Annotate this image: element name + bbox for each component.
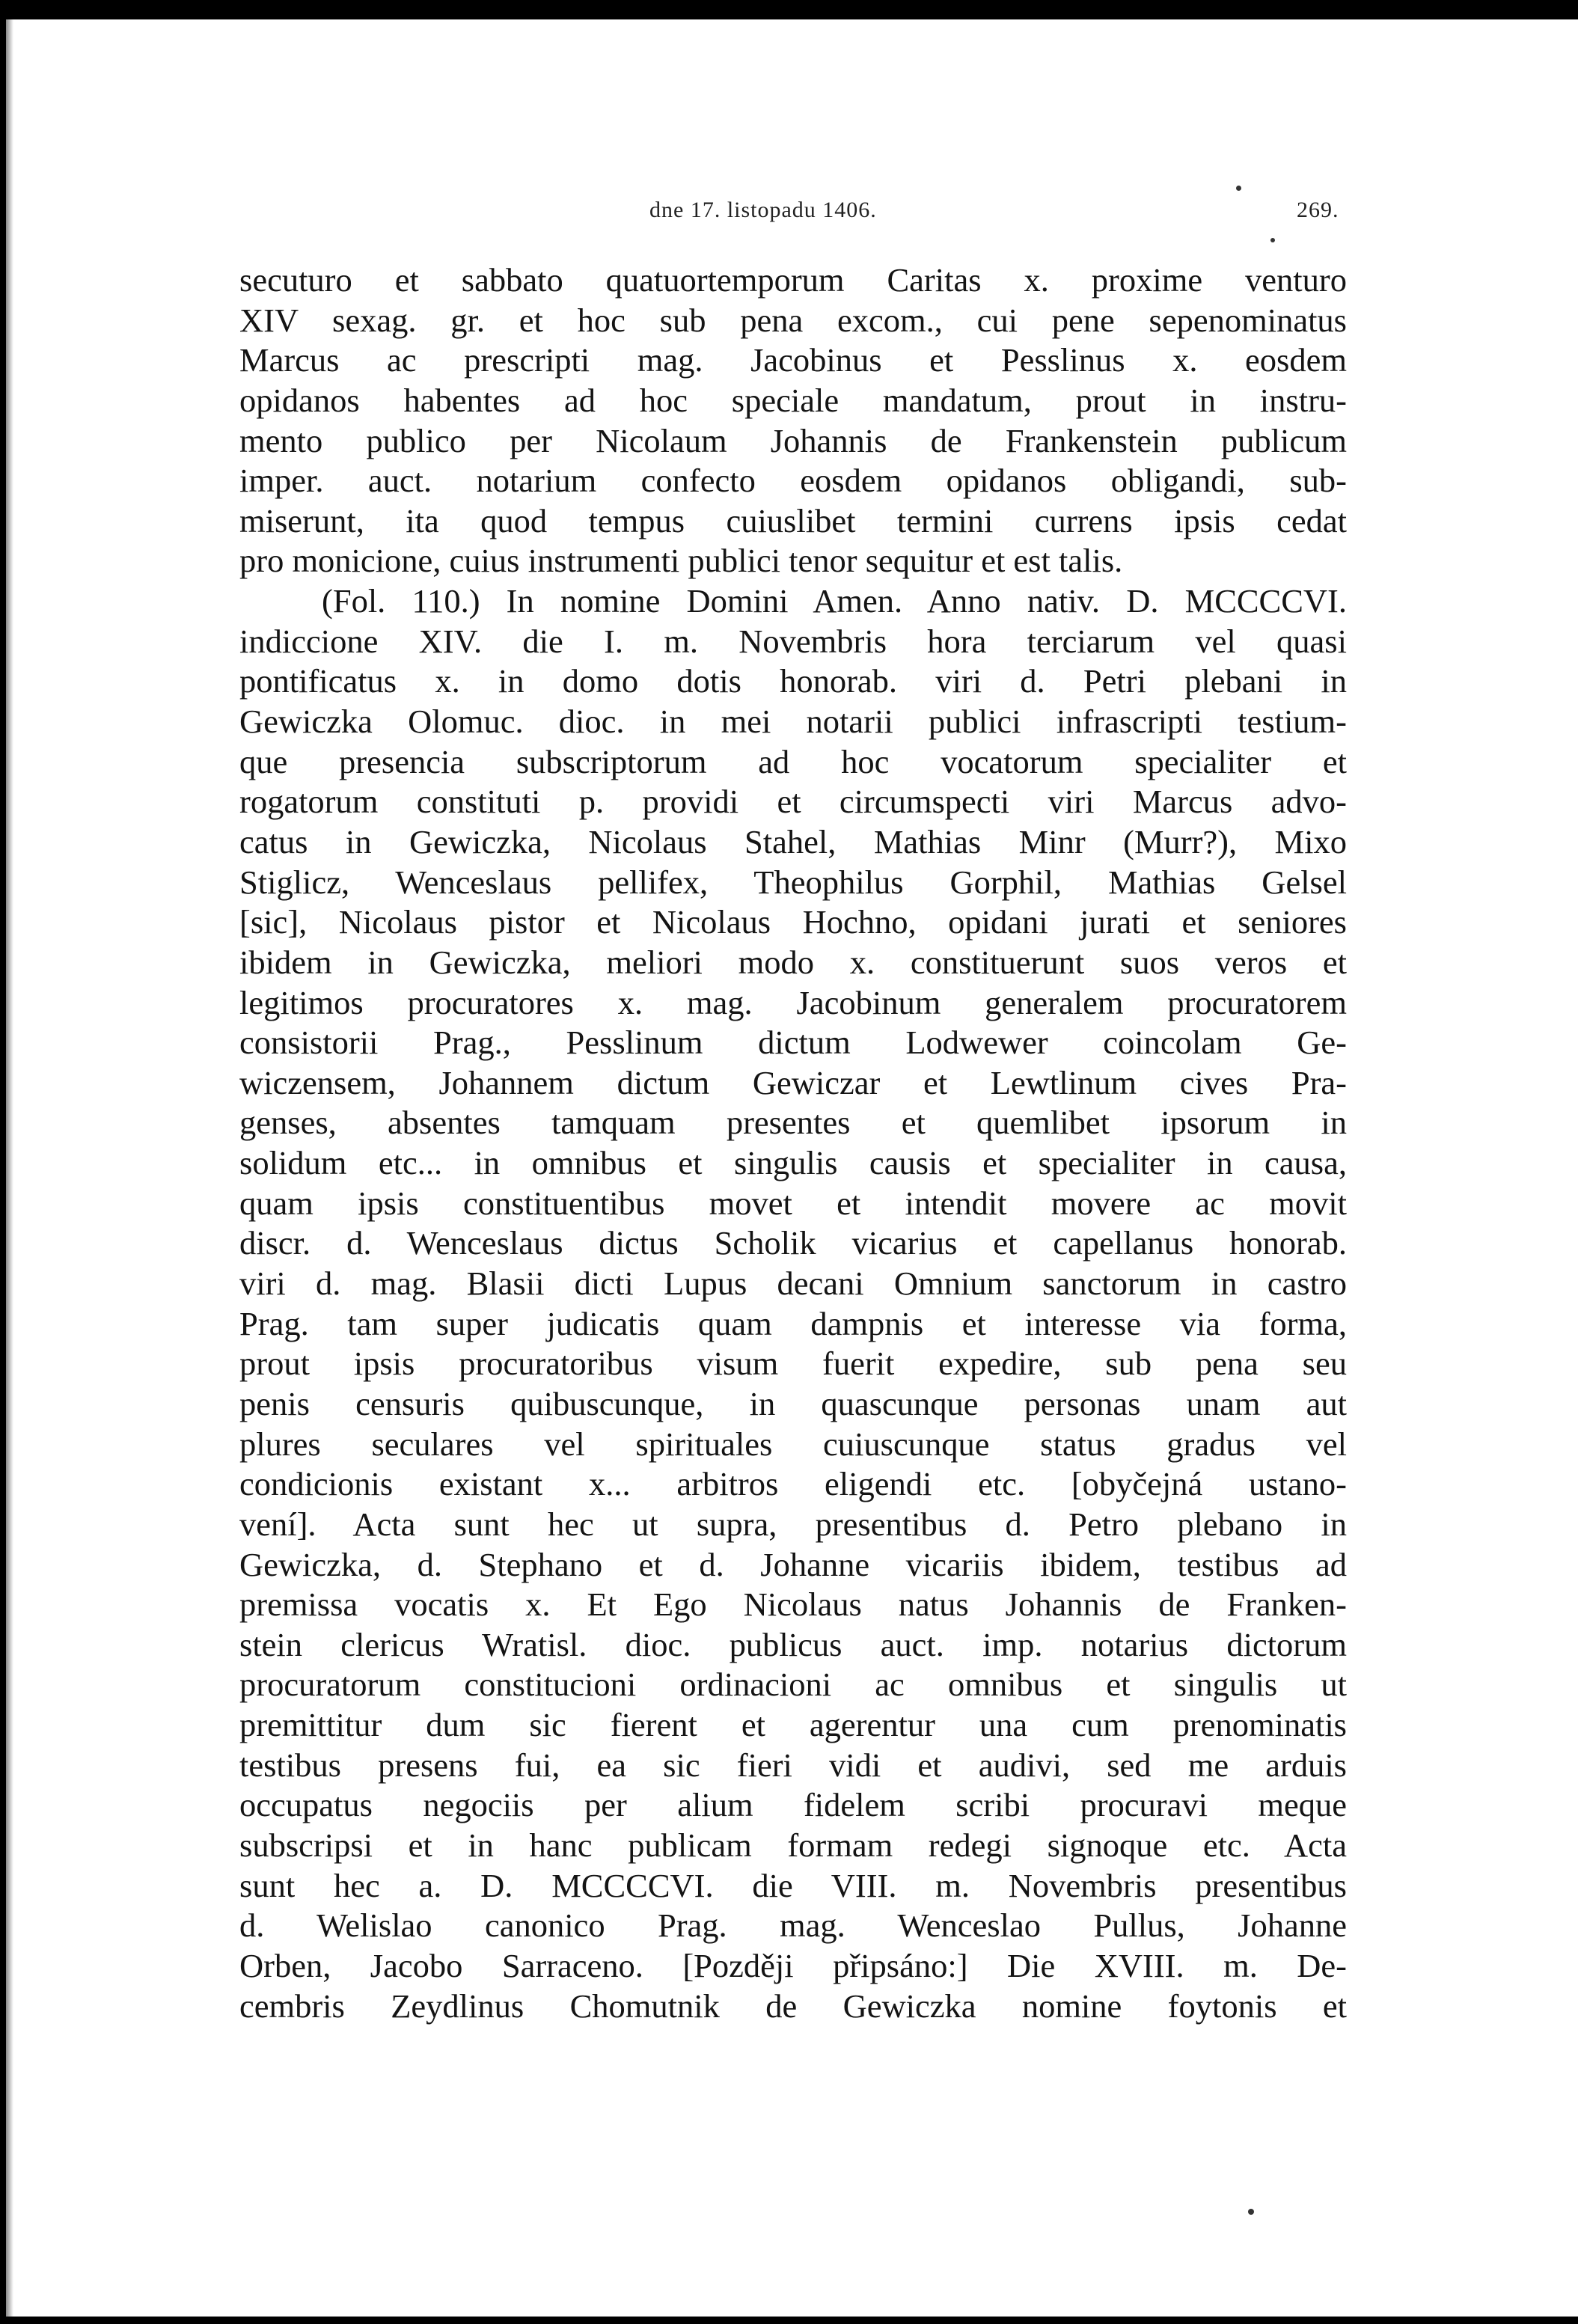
- text-line: d. Welislao canonico Prag. mag. Wenceslao Pullus, Johanne: [239, 1906, 1347, 1945]
- text-line: testibus presens fui, ea sic fieri vidi et audivi, sed me arduis: [239, 1746, 1347, 1784]
- text-line: Gewiczka, d. Stephano et d. Johanne vicariis ibidem, testibus ad: [239, 1545, 1347, 1583]
- page-number: 269.: [1297, 198, 1339, 222]
- text-line: que presencia subscriptorum ad hoc vocatorum specialiter et: [239, 742, 1347, 780]
- text-line: premissa vocatis x. Et Ego Nicolaus natus Johannis de Franken-: [239, 1585, 1347, 1624]
- text-line: secuturo et sabbato quatuortemporum Caritas x. proxime venturo: [239, 261, 1347, 299]
- text-line: condicionis existant x... arbitros eligendi etc. [obyčejná ustano-: [239, 1465, 1347, 1503]
- running-title: dne 17. listopadu 1406.: [649, 198, 877, 222]
- text-line: discr. d. Wenceslaus dictus Scholik vicarius et capellanus honorab.: [239, 1224, 1347, 1262]
- text-line: penis censuris quibuscunque, in quascunque personas unam aut: [239, 1384, 1347, 1422]
- text-line: vení]. Acta sunt hec ut supra, presentibus d. Petro plebano in: [239, 1505, 1347, 1543]
- scanned-page: [6, 19, 1578, 2317]
- text-line: plures seculares vel spirituales cuiuscunque status gradus vel: [239, 1425, 1347, 1463]
- text-line: rogatorum constituti p. providi et circumspecti viri Marcus advo-: [239, 783, 1347, 821]
- text-line: legitimos procuratores x. mag. Jacobinum generalem procuratorem: [239, 983, 1347, 1021]
- text-line: wiczensem, Johannem dictum Gewiczar et Lewtlinum cives Pra-: [239, 1063, 1347, 1101]
- text-line: premittitur dum sic fierent et agerentur una cum prenominatis: [239, 1706, 1347, 1744]
- text-line: XIV sexag. gr. et hoc sub pena excom., cui pene sepenominatus: [239, 301, 1347, 339]
- text-line: Marcus ac prescripti mag. Jacobinus et Pesslinus x. eosdem: [239, 341, 1347, 379]
- text-line: quam ipsis constituentibus movet et intendit movere ac movit: [239, 1184, 1347, 1222]
- scan-speck: [1236, 186, 1241, 191]
- text-line: Stiglicz, Wenceslaus pellifex, Theophilus Gorphil, Mathias Gelsel: [239, 863, 1347, 901]
- text-line: solidum etc... in omnibus et singulis causis et specialiter in causa,: [239, 1144, 1347, 1182]
- text-line: catus in Gewiczka, Nicolaus Stahel, Mathias Minr (Murr?), Mixo: [239, 822, 1347, 860]
- text-line: prout ipsis procuratoribus visum fuerit expedire, sub pena seu: [239, 1345, 1347, 1383]
- text-line: consistorii Prag., Pesslinum dictum Lodwewer coincolam Ge-: [239, 1024, 1347, 1062]
- text-line: indiccione XIV. die I. m. Novembris hora terciarum vel quasi: [239, 622, 1347, 660]
- scan-speck: [1248, 2209, 1254, 2215]
- text-line: pro monicione, cuius instrumenti publici tenor sequitur et est talis.: [239, 542, 1123, 580]
- text-line: Gewiczka Olomuc. dioc. in mei notarii publici infrascripti testium-: [239, 703, 1347, 741]
- text-line: ibidem in Gewiczka, meliori modo x. constituerunt suos veros et: [239, 943, 1347, 981]
- text-line: Orben, Jacobo Sarraceno. [Později připsáno:] Die XVIII. m. De-: [239, 1946, 1347, 1984]
- text-line: viri d. mag. Blasii dicti Lupus decani Omnium sanctorum in castro: [239, 1265, 1347, 1303]
- text-line: genses, absentes tamquam presentes et quemlibet ipsorum in: [239, 1104, 1347, 1142]
- text-line: imper. auct. notarium confecto eosdem opidanos obligandi, sub-: [239, 462, 1347, 500]
- text-line: cembris Zeydlinus Chomutnik de Gewiczka nomine foytonis et: [239, 1987, 1347, 2025]
- text-line: stein clericus Wratisl. dioc. publicus auct. imp. notarius dictorum: [239, 1625, 1347, 1663]
- text-line: Prag. tam super judicatis quam dampnis et interesse via forma,: [239, 1304, 1347, 1342]
- text-line: procuratorum constitucioni ordinacioni ac omnibus et singulis ut: [239, 1666, 1347, 1704]
- text-line: subscripsi et in hanc publicam formam redegi signoque etc. Acta: [239, 1826, 1347, 1864]
- page-header: [6, 198, 1578, 235]
- text-line: [sic], Nicolaus pistor et Nicolaus Hochno, opidani jurati et seniores: [239, 903, 1347, 941]
- text-line: (Fol. 110.) In nomine Domini Amen. Anno nativ. D. MCCCCVI.: [322, 582, 1347, 620]
- text-line: sunt hec a. D. MCCCCVI. die VIII. m. Novembris presentibus: [239, 1866, 1347, 1904]
- page-gutter-shadow: [6, 19, 13, 2317]
- scan-speck: [1270, 238, 1275, 242]
- body-text: [239, 260, 1347, 2026]
- text-line: occupatus negociis per alium fidelem scribi procuravi meque: [239, 1786, 1347, 1824]
- text-line: mento publico per Nicolaum Johannis de Frankenstein publicum: [239, 421, 1347, 459]
- text-line: opidanos habentes ad hoc speciale mandatum, prout in instru-: [239, 381, 1347, 419]
- text-line: pontificatus x. in domo dotis honorab. viri d. Petri plebani in: [239, 662, 1347, 700]
- text-line: miserunt, ita quod tempus cuiuslibet termini currens ipsis cedat: [239, 501, 1347, 539]
